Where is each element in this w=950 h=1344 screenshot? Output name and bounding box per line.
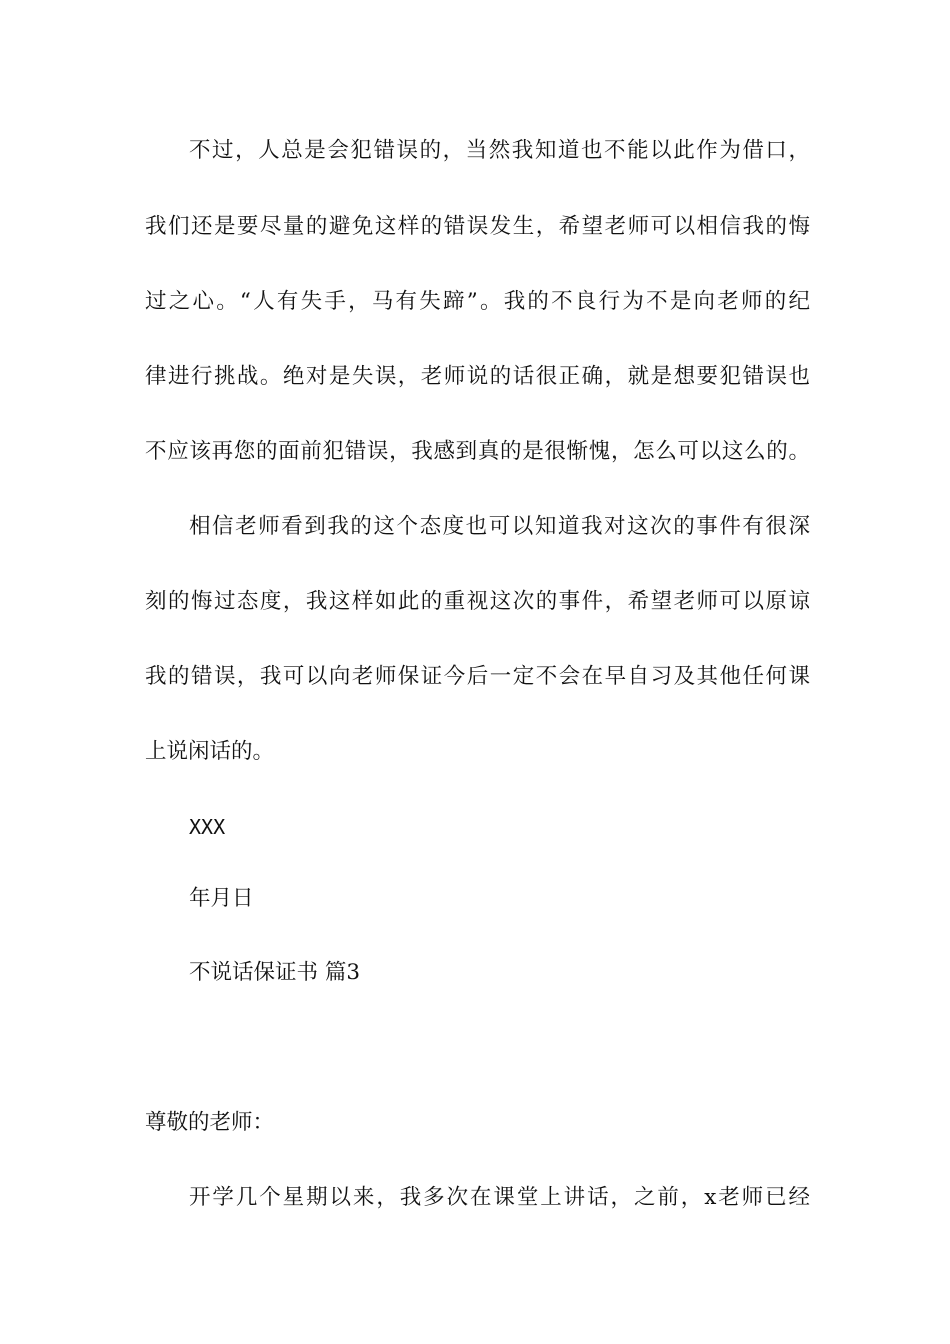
paragraph-2-line-4: 上说闲话的。 xyxy=(145,739,275,764)
section-title: 不说话保证书 篇3 xyxy=(189,960,361,985)
paragraph-3-line-1: 开学几个星期以来，我多次在课堂上讲话，之前，x老师已经 xyxy=(189,1185,810,1210)
paragraph-1-line-1: 不过，人总是会犯错误的，当然我知道也不能以此作为借口， xyxy=(189,138,810,163)
paragraph-2-line-2: 刻的悔过态度，我这样如此的重视这次的事件，希望老师可以原谅 xyxy=(145,589,810,614)
paragraph-1-line-4: 律进行挑战。绝对是失误，老师说的话很正确，就是想要犯错误也 xyxy=(145,364,810,389)
paragraph-2-line-3: 我的错误，我可以向老师保证今后一定不会在早自习及其他任何课 xyxy=(145,664,810,689)
signature-name: XXX xyxy=(189,815,226,839)
paragraph-1-line-3: 过之心。“人有失手，马有失蹄”。我的不良行为不是向老师的纪 xyxy=(145,289,810,314)
greeting: 尊敬的老师： xyxy=(145,1110,275,1135)
paragraph-2-line-1: 相信老师看到我的这个态度也可以知道我对这次的事件有很深 xyxy=(189,514,810,539)
paragraph-1-line-5: 不应该再您的面前犯错误，我感到真的是很惭愧，怎么可以这么的。 xyxy=(145,439,810,464)
paragraph-1-line-2: 我们还是要尽量的避免这样的错误发生，希望老师可以相信我的悔 xyxy=(145,214,810,239)
signature-date: 年月日 xyxy=(189,886,254,911)
